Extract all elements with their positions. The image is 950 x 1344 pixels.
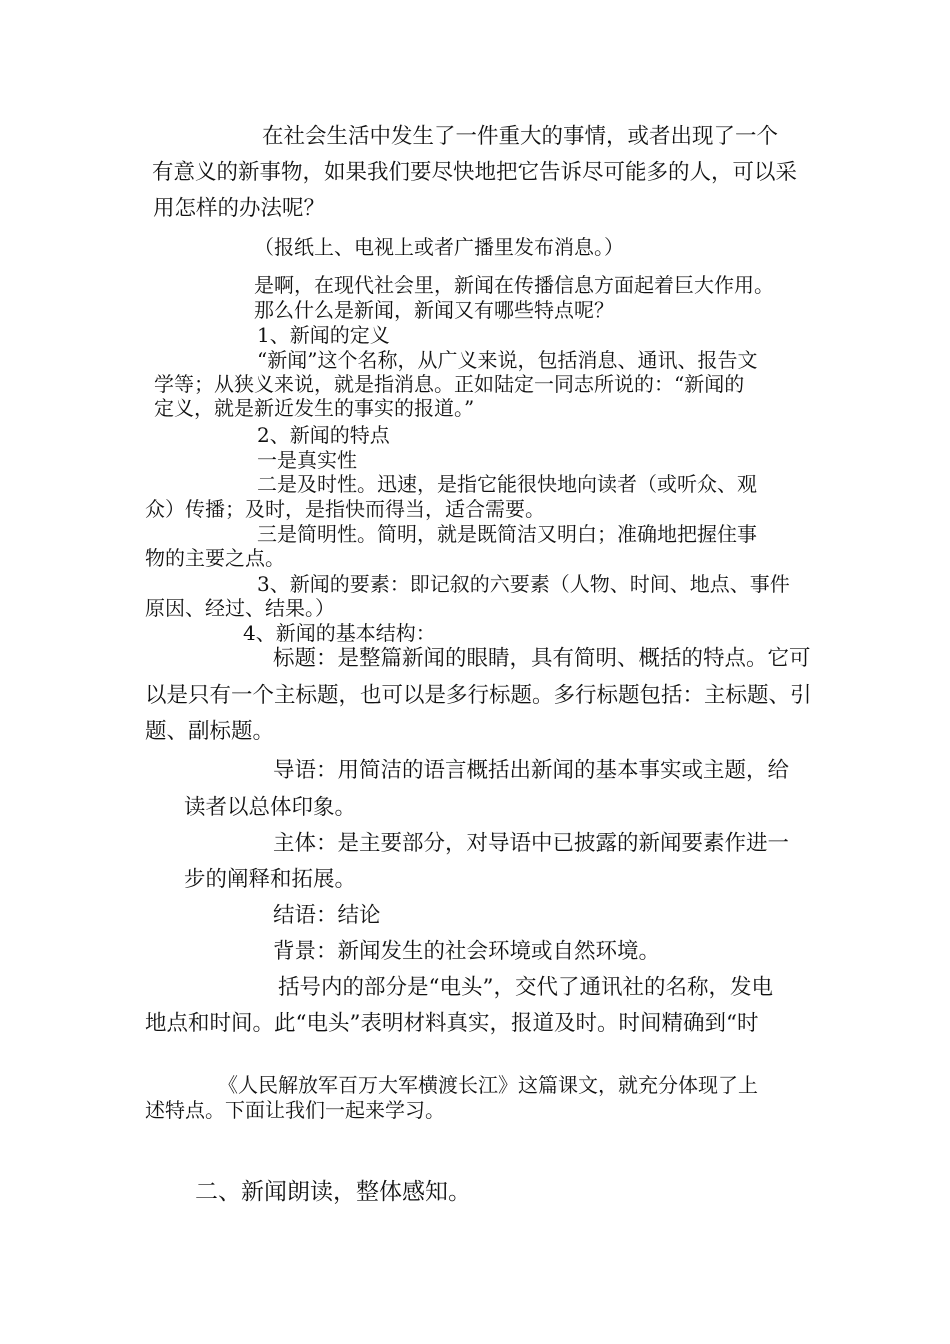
- text-line: 是啊，在现代社会里，新闻在传播信息方面起着巨大作用。: [254, 273, 774, 297]
- text-line: “新闻”这个名称，从广义来说，包括消息、通讯、报告文: [257, 348, 758, 372]
- text-line: 主体：是主要部分，对导语中已披露的新闻要素作进一: [273, 831, 790, 856]
- text-line: 物的主要之点。: [145, 546, 285, 570]
- text-line: 步的阐释和拓展。: [184, 867, 357, 892]
- text-line: 地点和时间。此“电头”表明材料真实，报道及时。时间精确到“时: [145, 1011, 759, 1036]
- text-line: 导语：用简洁的语言概括出新闻的基本事实或主题，给: [273, 758, 790, 783]
- text-line: 括号内的部分是“电头”，交代了通讯社的名称，发电: [278, 975, 773, 1000]
- text-line: 3、新闻的要素：即记叙的六要素（人物、时间、地点、事件: [257, 572, 790, 596]
- text-line: 定义，就是新近发生的事实的报道。”: [154, 396, 475, 420]
- text-line: 读者以总体印象。: [184, 795, 357, 820]
- text-line: 2、新闻的特点: [257, 423, 390, 447]
- text-line: 结语：结论: [273, 903, 381, 928]
- section-heading: 二、新闻朗读，整体感知。: [195, 1179, 471, 1205]
- text-line: 有意义的新事物，如果我们要尽快地把它告诉尽可能多的人，可以采: [152, 160, 798, 185]
- text-line: 背景：新闻发生的社会环境或自然环境。: [273, 939, 661, 964]
- text-line: 《人民解放军百万大军横渡长江》这篇课文，就充分体现了上: [218, 1073, 758, 1097]
- text-line: 众）传播；及时，是指快而得当，适合需要。: [145, 497, 545, 521]
- text-line: 4、新闻的基本结构：: [243, 621, 436, 645]
- text-line: 述特点。下面让我们一起来学习。: [145, 1098, 445, 1122]
- text-line: 题、副标题。: [145, 719, 275, 744]
- text-line: 以是只有一个主标题，也可以是多行标题。多行标题包括：主标题、引: [145, 683, 812, 708]
- text-line: 1、新闻的定义: [257, 323, 390, 347]
- text-line: 学等；从狭义来说，就是指消息。正如陆定一同志所说的：“新闻的: [154, 372, 745, 396]
- text-line: （报纸上、电视上或者广播里发布消息。）: [254, 235, 624, 259]
- text-line: 用怎样的办法呢？: [153, 196, 326, 221]
- text-line: 原因、经过、结果。）: [145, 596, 335, 620]
- text-line: 标题：是整篇新闻的眼睛，具有简明、概括的特点。它可: [273, 646, 811, 671]
- text-line: 三是简明性。简明，就是既简洁又明白；准确地把握住事: [257, 522, 757, 546]
- text-line: 在社会生活中发生了一件重大的事情，或者出现了一个: [262, 124, 779, 149]
- text-line: 一是真实性: [257, 448, 357, 472]
- text-line: 那么什么是新闻，新闻又有哪些特点呢？: [254, 298, 614, 322]
- text-line: 二是及时性。迅速，是指它能很快地向读者（或听众、观: [257, 472, 757, 496]
